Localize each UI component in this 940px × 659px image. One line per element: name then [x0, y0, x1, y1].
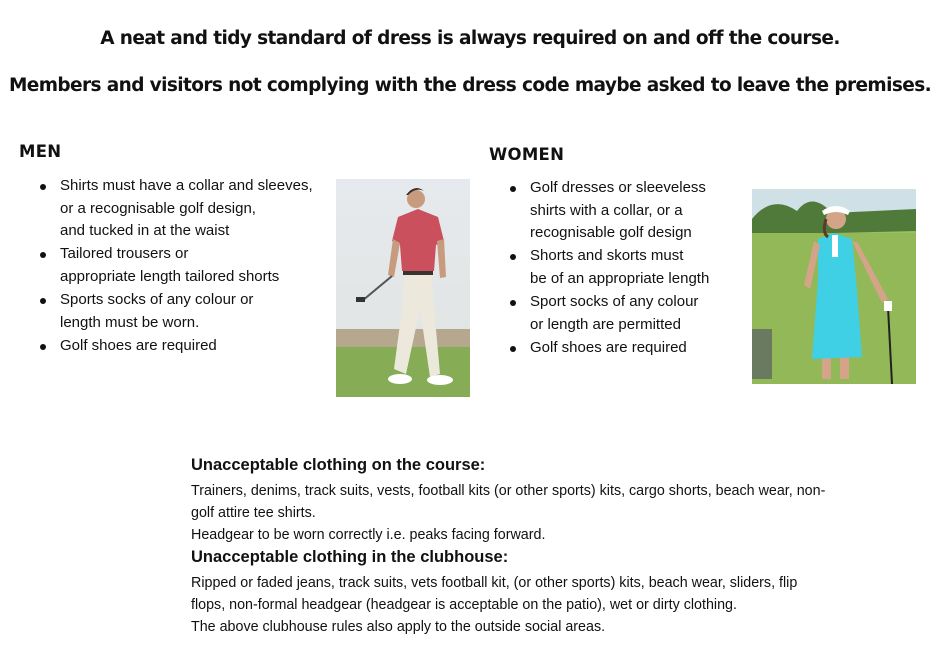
- clubhouse-outside-text: The above clubhouse rules also apply to the outside social areas.: [191, 619, 606, 635]
- clubhouse-unacceptable-text: Ripped or faded jeans, track suits, vets football kit, (or other sports) kits, beach wear, sliders, flip flops, non-formal headgear (headgear is acceptable on the patio), wet or dirty clothing.: [191, 575, 798, 613]
- course-unacceptable-title: Unacceptable clothing on the course:: [191, 456, 486, 474]
- women-heading: WOMEN: [489, 145, 565, 164]
- course-headgear-text: Headgear to be worn correctly i.e. peaks facing forward.: [191, 527, 546, 543]
- men-rule: Tailored trousers or appropriate length tailored shorts: [40, 243, 330, 288]
- men-rule: Shirts must have a collar and sleeves, or a recognisable golf design, and tucked in at the waist: [40, 175, 330, 243]
- women-golfer-photo: [752, 189, 916, 384]
- women-rule: Golf dresses or sleeveless shirts with a collar, or a recognisable golf design: [510, 177, 740, 245]
- women-rule: Shorts and skorts must be of an appropriate length: [510, 245, 740, 290]
- course-unacceptable-text: Trainers, denims, track suits, vests, football kits (or other sports) kits, cargo shorts, beach wear, non-golf attire tee shirts.: [191, 483, 826, 521]
- men-golfer-photo: [336, 179, 470, 397]
- clubhouse-unacceptable-title: Unacceptable clothing in the clubhouse:: [191, 548, 509, 566]
- women-rules-list: [510, 177, 740, 360]
- intro-line-2: Members and visitors not complying with the dress code maybe asked to leave the premises.: [8, 75, 932, 96]
- men-heading: MEN: [19, 142, 62, 161]
- men-rule: Golf shoes are required: [40, 335, 330, 358]
- women-rule: Sport socks of any colour or length are permitted: [510, 291, 740, 336]
- women-rule: Golf shoes are required: [510, 337, 740, 360]
- men-rule: Sports socks of any colour or length must be worn.: [40, 289, 330, 334]
- men-rules-list: [40, 175, 330, 358]
- intro-line-1: A neat and tidy standard of dress is always required on and off the course.: [100, 28, 840, 49]
